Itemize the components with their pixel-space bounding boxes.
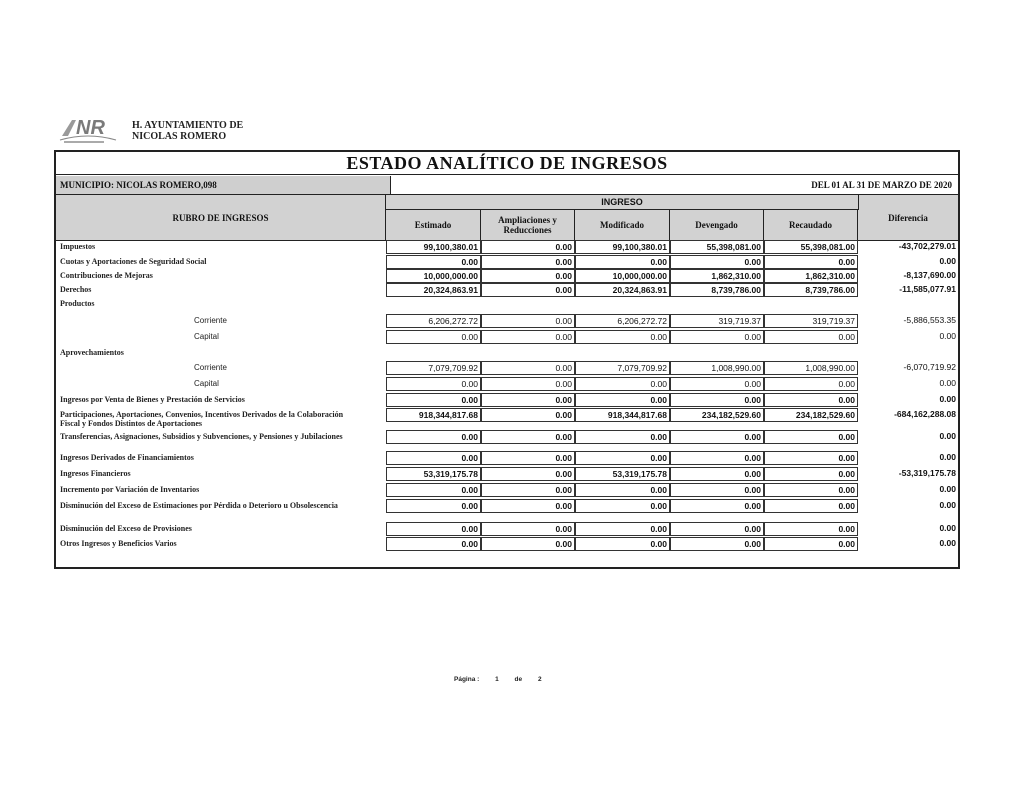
row-label: Contribuciones de Mejoras bbox=[60, 271, 153, 280]
cell-estimado: 0.00 bbox=[386, 522, 481, 536]
cell-diferencia: 0.00 bbox=[939, 431, 956, 441]
cell-modificado: 53,319,175.78 bbox=[575, 467, 670, 481]
cell-recaudado: 0.00 bbox=[764, 451, 858, 465]
cell-diferencia: -43,702,279.01 bbox=[898, 241, 956, 251]
cell-diferencia: -6,070,719.92 bbox=[903, 362, 956, 372]
cell-ampliaciones: 0.00 bbox=[481, 283, 575, 297]
cell-estimado: 0.00 bbox=[386, 393, 481, 407]
row-label: Ingresos Derivados de Financiamientos bbox=[60, 453, 194, 462]
cell-diferencia: 0.00 bbox=[939, 484, 956, 494]
cell-devengado: 0.00 bbox=[670, 377, 764, 391]
cell-ampliaciones: 0.00 bbox=[481, 430, 575, 444]
cell-modificado: 99,100,380.01 bbox=[575, 240, 670, 254]
page-of-label: de bbox=[514, 676, 523, 683]
cell-modificado: 0.00 bbox=[575, 330, 670, 344]
cell-devengado: 0.00 bbox=[670, 430, 764, 444]
cell-estimado: 0.00 bbox=[386, 483, 481, 497]
cell-recaudado: 1,008,990.00 bbox=[764, 361, 858, 375]
cell-ampliaciones: 0.00 bbox=[481, 451, 575, 465]
cell-estimado: 99,100,380.01 bbox=[386, 240, 481, 254]
cell-modificado: 20,324,863.91 bbox=[575, 283, 670, 297]
row-label: Transferencias, Asignaciones, Subsidios y Subvenciones, y Pensiones y Jubilaciones bbox=[60, 432, 343, 441]
cell-recaudado: 234,182,529.60 bbox=[764, 408, 858, 422]
cell-modificado: 7,079,709.92 bbox=[575, 361, 670, 375]
cell-recaudado: 0.00 bbox=[764, 522, 858, 536]
cell-ampliaciones: 0.00 bbox=[481, 537, 575, 551]
cell-devengado: 1,008,990.00 bbox=[670, 361, 764, 375]
cell-diferencia: 0.00 bbox=[939, 500, 956, 510]
cell-modificado: 0.00 bbox=[575, 430, 670, 444]
cell-estimado: 0.00 bbox=[386, 499, 481, 513]
col-group-ingreso: INGRESO bbox=[386, 195, 859, 210]
row-label: Capital bbox=[194, 379, 219, 388]
institution-name bbox=[132, 120, 243, 142]
cell-recaudado: 0.00 bbox=[764, 330, 858, 344]
cell-recaudado: 0.00 bbox=[764, 537, 858, 551]
cell-devengado: 8,739,786.00 bbox=[670, 283, 764, 297]
cell-estimado: 0.00 bbox=[386, 451, 481, 465]
cell-ampliaciones: 0.00 bbox=[481, 377, 575, 391]
col-header-modificado: Modificado bbox=[575, 209, 670, 240]
row-label: Ingresos por Venta de Bienes y Prestación de Servicios bbox=[60, 395, 245, 404]
cell-devengado: 0.00 bbox=[670, 255, 764, 269]
cell-diferencia: -53,319,175.78 bbox=[898, 468, 956, 478]
cell-devengado: 0.00 bbox=[670, 467, 764, 481]
cell-estimado: 918,344,817.68 bbox=[386, 408, 481, 422]
cell-modificado: 0.00 bbox=[575, 377, 670, 391]
cell-ampliaciones: 0.00 bbox=[481, 240, 575, 254]
table-header bbox=[56, 194, 958, 241]
cell-diferencia: 0.00 bbox=[939, 452, 956, 462]
cell-recaudado: 0.00 bbox=[764, 467, 858, 481]
cell-modificado: 0.00 bbox=[575, 483, 670, 497]
cell-devengado: 0.00 bbox=[670, 451, 764, 465]
cell-ampliaciones: 0.00 bbox=[481, 483, 575, 497]
col-header-ampliaciones: Ampliaciones y Reducciones bbox=[481, 209, 575, 240]
report-table bbox=[54, 150, 960, 569]
cell-modificado: 0.00 bbox=[575, 393, 670, 407]
institution-header bbox=[58, 110, 358, 150]
cell-ampliaciones: 0.00 bbox=[481, 361, 575, 375]
cell-modificado: 918,344,817.68 bbox=[575, 408, 670, 422]
cell-ampliaciones: 0.00 bbox=[481, 269, 575, 283]
cell-ampliaciones: 0.00 bbox=[481, 393, 575, 407]
logo-text: NR bbox=[76, 117, 105, 139]
cell-diferencia: -5,886,553.35 bbox=[903, 315, 956, 325]
cell-estimado: 0.00 bbox=[386, 537, 481, 551]
cell-diferencia: 0.00 bbox=[939, 378, 956, 388]
cell-recaudado: 0.00 bbox=[764, 430, 858, 444]
cell-modificado: 0.00 bbox=[575, 537, 670, 551]
institution-line2: NICOLAS ROMERO bbox=[132, 131, 227, 142]
cell-modificado: 0.00 bbox=[575, 522, 670, 536]
row-label: Capital bbox=[194, 332, 219, 341]
cell-diferencia: 0.00 bbox=[939, 538, 956, 548]
col-header-diferencia: Diferencia bbox=[888, 212, 928, 223]
row-label: Corriente bbox=[194, 363, 227, 372]
row-label: Cuotas y Aportaciones de Seguridad Social bbox=[60, 257, 207, 266]
cell-ampliaciones: 0.00 bbox=[481, 408, 575, 422]
cell-modificado: 10,000,000.00 bbox=[575, 269, 670, 283]
cell-estimado: 53,319,175.78 bbox=[386, 467, 481, 481]
col-header-devengado: Devengado bbox=[670, 209, 764, 240]
municipal-logo bbox=[58, 110, 118, 146]
cell-recaudado: 0.00 bbox=[764, 255, 858, 269]
cell-devengado: 319,719.37 bbox=[670, 314, 764, 328]
cell-estimado: 7,079,709.92 bbox=[386, 361, 481, 375]
cell-devengado: 0.00 bbox=[670, 499, 764, 513]
cell-diferencia: -11,585,077.91 bbox=[899, 284, 956, 294]
cell-recaudado: 0.00 bbox=[764, 499, 858, 513]
row-label: Productos bbox=[60, 299, 95, 308]
cell-ampliaciones: 0.00 bbox=[481, 522, 575, 536]
col-header-recaudado: Recaudado bbox=[764, 209, 858, 240]
cell-devengado: 0.00 bbox=[670, 393, 764, 407]
cell-recaudado: 8,739,786.00 bbox=[764, 283, 858, 297]
cell-recaudado: 319,719.37 bbox=[764, 314, 858, 328]
row-label: Corriente bbox=[194, 316, 227, 325]
row-label: Ingresos Financieros bbox=[60, 469, 131, 478]
row-label: Impuestos bbox=[60, 242, 96, 251]
cell-devengado: 0.00 bbox=[670, 537, 764, 551]
cell-ampliaciones: 0.00 bbox=[481, 314, 575, 328]
col-header-rubro: RUBRO DE INGRESOS bbox=[56, 195, 386, 240]
page-total: 2 bbox=[537, 676, 542, 683]
cell-diferencia: 0.00 bbox=[939, 523, 956, 533]
cell-diferencia: -8,137,690.00 bbox=[903, 270, 956, 280]
cell-diferencia: 0.00 bbox=[939, 256, 956, 266]
cell-ampliaciones: 0.00 bbox=[481, 467, 575, 481]
cell-devengado: 0.00 bbox=[670, 330, 764, 344]
row-label: Incremento por Variación de Inventarios bbox=[60, 485, 200, 494]
cell-devengado: 0.00 bbox=[670, 483, 764, 497]
cell-estimado: 0.00 bbox=[386, 430, 481, 444]
cell-recaudado: 0.00 bbox=[764, 483, 858, 497]
row-label: Aprovechamientos bbox=[60, 348, 124, 357]
cell-devengado: 0.00 bbox=[670, 522, 764, 536]
institution-line1: H. AYUNTAMIENTO DE bbox=[132, 120, 244, 131]
cell-modificado: 0.00 bbox=[575, 451, 670, 465]
cell-diferencia: 0.00 bbox=[939, 331, 956, 341]
cell-devengado: 1,862,310.00 bbox=[670, 269, 764, 283]
cell-estimado: 0.00 bbox=[386, 255, 481, 269]
cell-recaudado: 1,862,310.00 bbox=[764, 269, 858, 283]
cell-recaudado: 55,398,081.00 bbox=[764, 240, 858, 254]
cell-devengado: 234,182,529.60 bbox=[670, 408, 764, 422]
row-label: Otros Ingresos y Beneficios Varios bbox=[60, 539, 177, 548]
row-label: Derechos bbox=[60, 285, 92, 294]
cell-ampliaciones: 0.00 bbox=[481, 330, 575, 344]
cell-modificado: 0.00 bbox=[575, 255, 670, 269]
cell-estimado: 6,206,272.72 bbox=[386, 314, 481, 328]
row-label: Disminución del Exceso de Provisiones bbox=[60, 524, 192, 533]
cell-diferencia: 0.00 bbox=[939, 394, 956, 404]
cell-diferencia: -684,162,288.08 bbox=[894, 409, 956, 419]
cell-ampliaciones: 0.00 bbox=[481, 499, 575, 513]
report-title: ESTADO ANALÍTICO DE INGRESOS bbox=[56, 152, 958, 175]
municipio-label: MUNICIPIO: NICOLAS ROMERO,098 bbox=[56, 176, 391, 194]
cell-recaudado: 0.00 bbox=[764, 377, 858, 391]
cell-devengado: 55,398,081.00 bbox=[670, 240, 764, 254]
cell-modificado: 0.00 bbox=[575, 499, 670, 513]
cell-modificado: 6,206,272.72 bbox=[575, 314, 670, 328]
cell-recaudado: 0.00 bbox=[764, 393, 858, 407]
period-label: DEL 01 AL 31 DE MARZO DE 2020 bbox=[811, 180, 952, 190]
cell-estimado: 0.00 bbox=[386, 377, 481, 391]
col-header-estimado: Estimado bbox=[386, 209, 481, 240]
cell-estimado: 10,000,000.00 bbox=[386, 269, 481, 283]
cell-estimado: 20,324,863.91 bbox=[386, 283, 481, 297]
page-label: Página : bbox=[454, 676, 480, 683]
page-footer bbox=[454, 676, 556, 683]
cell-ampliaciones: 0.00 bbox=[481, 255, 575, 269]
row-label: Disminución del Exceso de Estimaciones por Pérdida o Deterioro u Obsolescencia bbox=[60, 501, 338, 510]
row-label: Participaciones, Aportaciones, Convenios, Incentivos Derivados de la Colaboración Fiscal y Fondos Distintos de Aportaciones bbox=[60, 410, 344, 428]
page-number: 1 bbox=[495, 676, 499, 683]
cell-estimado: 0.00 bbox=[386, 330, 481, 344]
